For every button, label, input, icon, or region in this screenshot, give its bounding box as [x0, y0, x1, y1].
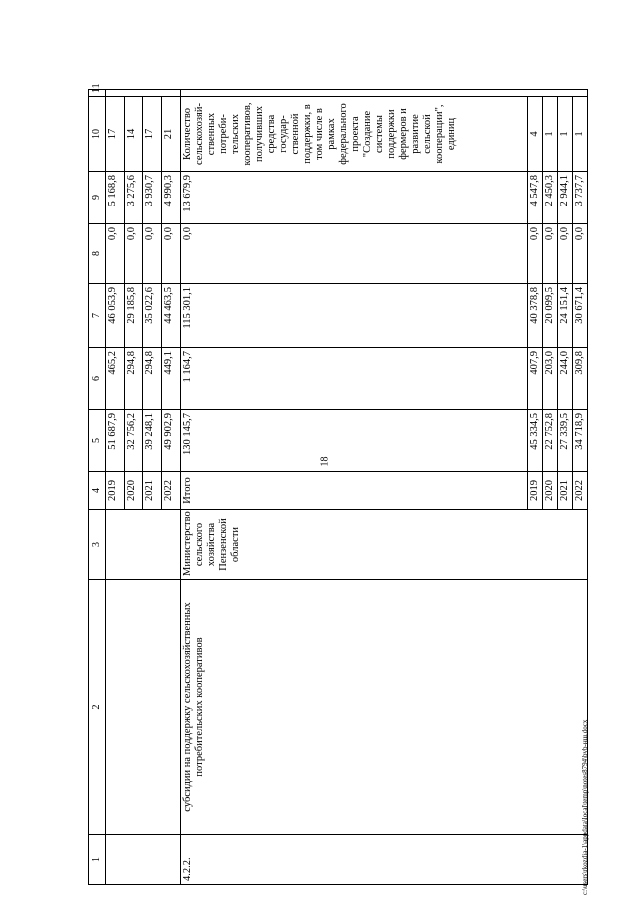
table-row: [180, 90, 527, 885]
empty-cell: [106, 835, 181, 885]
value-cell: 39 248,1: [143, 410, 162, 472]
value-cell: 0,0: [124, 224, 143, 284]
value-cell: 244,0: [558, 348, 573, 410]
value-cell: 22 752,8: [543, 410, 558, 472]
value-cell: 294,8: [124, 348, 143, 410]
value-cell: 3 930,7: [143, 172, 162, 224]
value-cell: 203,0: [543, 348, 558, 410]
value-cell: 0,0: [528, 224, 543, 284]
total-cell: 0,0: [180, 224, 527, 284]
value-cell: 44 463,5: [162, 284, 181, 348]
value-cell: 24 151,4: [558, 284, 573, 348]
header-cell: 2: [89, 580, 106, 835]
value-cell: 35 022,6: [143, 284, 162, 348]
program-table: [88, 83, 588, 885]
value-cell: 309,8: [573, 348, 588, 410]
indicator-text: Количество сельскохозяй-ственных потреби-тельских кооперативов, получивших средства государ-ственной поддержки, в том числе в рамках федерального проекта "Создание системы поддержки фермеров и развитие сельской кооперации", единиц: [180, 97, 527, 172]
value-cell: 1: [558, 97, 573, 172]
value-cell: 17: [106, 97, 125, 172]
item-executor: Министерство сельского хозяйства Пензенской области: [180, 510, 587, 580]
value-cell: 20 099,5: [543, 284, 558, 348]
value-cell: 40 378,8: [528, 284, 543, 348]
value-cell: 34 718,9: [573, 410, 588, 472]
budget-table: [88, 83, 588, 885]
empty-cell: [106, 90, 181, 97]
value-cell: 449,1: [162, 348, 181, 410]
value-cell: 0,0: [543, 224, 558, 284]
value-cell: 0,0: [558, 224, 573, 284]
empty-cell: [106, 510, 181, 580]
empty-cell: [180, 90, 587, 97]
empty-cell: [106, 580, 181, 835]
value-cell: 4 547,8: [528, 172, 543, 224]
value-cell: 0,0: [573, 224, 588, 284]
value-cell: 21: [162, 97, 181, 172]
header-cell: 10: [89, 97, 106, 172]
value-cell: 407,9: [528, 348, 543, 410]
value-cell: 1: [543, 97, 558, 172]
value-cell: 465,2: [106, 348, 125, 410]
value-cell: 0,0: [162, 224, 181, 284]
value-cell: 3 737,7: [573, 172, 588, 224]
page-number: 18: [319, 456, 331, 467]
value-cell: 0,0: [106, 224, 125, 284]
item-number: 4.2.2.: [180, 835, 587, 885]
value-cell: 32 756,2: [124, 410, 143, 472]
value-cell: 3 275,6: [124, 172, 143, 224]
value-cell: 29 185,8: [124, 284, 143, 348]
header-cell: 3: [89, 510, 106, 580]
value-cell: 46 053,9: [106, 284, 125, 348]
value-cell: 294,8: [143, 348, 162, 410]
value-cell: 2 944,1: [558, 172, 573, 224]
value-cell: 2 450,3: [543, 172, 558, 224]
value-cell: 1: [573, 97, 588, 172]
year-cell: 2021: [558, 472, 573, 510]
year-cell: 2020: [543, 472, 558, 510]
value-cell: 4: [528, 97, 543, 172]
header-cell: 9: [89, 172, 106, 224]
year-cell: 2022: [162, 472, 181, 510]
header-cell: 5: [89, 410, 106, 472]
header-cell: 1: [89, 835, 106, 885]
total-cell: 13 679,9: [180, 172, 527, 224]
year-cell: 2021: [143, 472, 162, 510]
year-cell: 2022: [573, 472, 588, 510]
value-cell: 30 671,4: [573, 284, 588, 348]
header-cell: 8: [89, 224, 106, 284]
total-label: Итого: [180, 472, 527, 510]
value-cell: 27 339,5: [558, 410, 573, 472]
value-cell: 49 902,9: [162, 410, 181, 472]
value-cell: 5 168,8: [106, 172, 125, 224]
item-name: субсидии на поддержку сельскохозяйственных потребительских кооперативов: [180, 580, 587, 835]
header-cell: 11: [89, 90, 106, 97]
value-cell: 17: [143, 97, 162, 172]
header-cell: 4: [89, 472, 106, 510]
year-cell: 2019: [528, 472, 543, 510]
year-cell: 2020: [124, 472, 143, 510]
value-cell: 51 687,9: [106, 410, 125, 472]
value-cell: 14: [124, 97, 143, 172]
header-cell: 6: [89, 348, 106, 410]
value-cell: 4 990,3: [162, 172, 181, 224]
year-cell: 2019: [106, 472, 125, 510]
footer-file-path: c:\users\rkozdia-1\appdata\local\temp\notes8794\bvb-нш.docx: [581, 719, 589, 895]
table-row: [106, 90, 125, 885]
value-cell: 45 334,5: [528, 410, 543, 472]
header-cell: 7: [89, 284, 106, 348]
value-cell: 0,0: [143, 224, 162, 284]
total-cell: 115 301,1: [180, 284, 527, 348]
header-row: [89, 90, 106, 885]
total-cell: 1 164,7: [180, 348, 527, 410]
total-cell: 130 145,7: [180, 410, 527, 472]
